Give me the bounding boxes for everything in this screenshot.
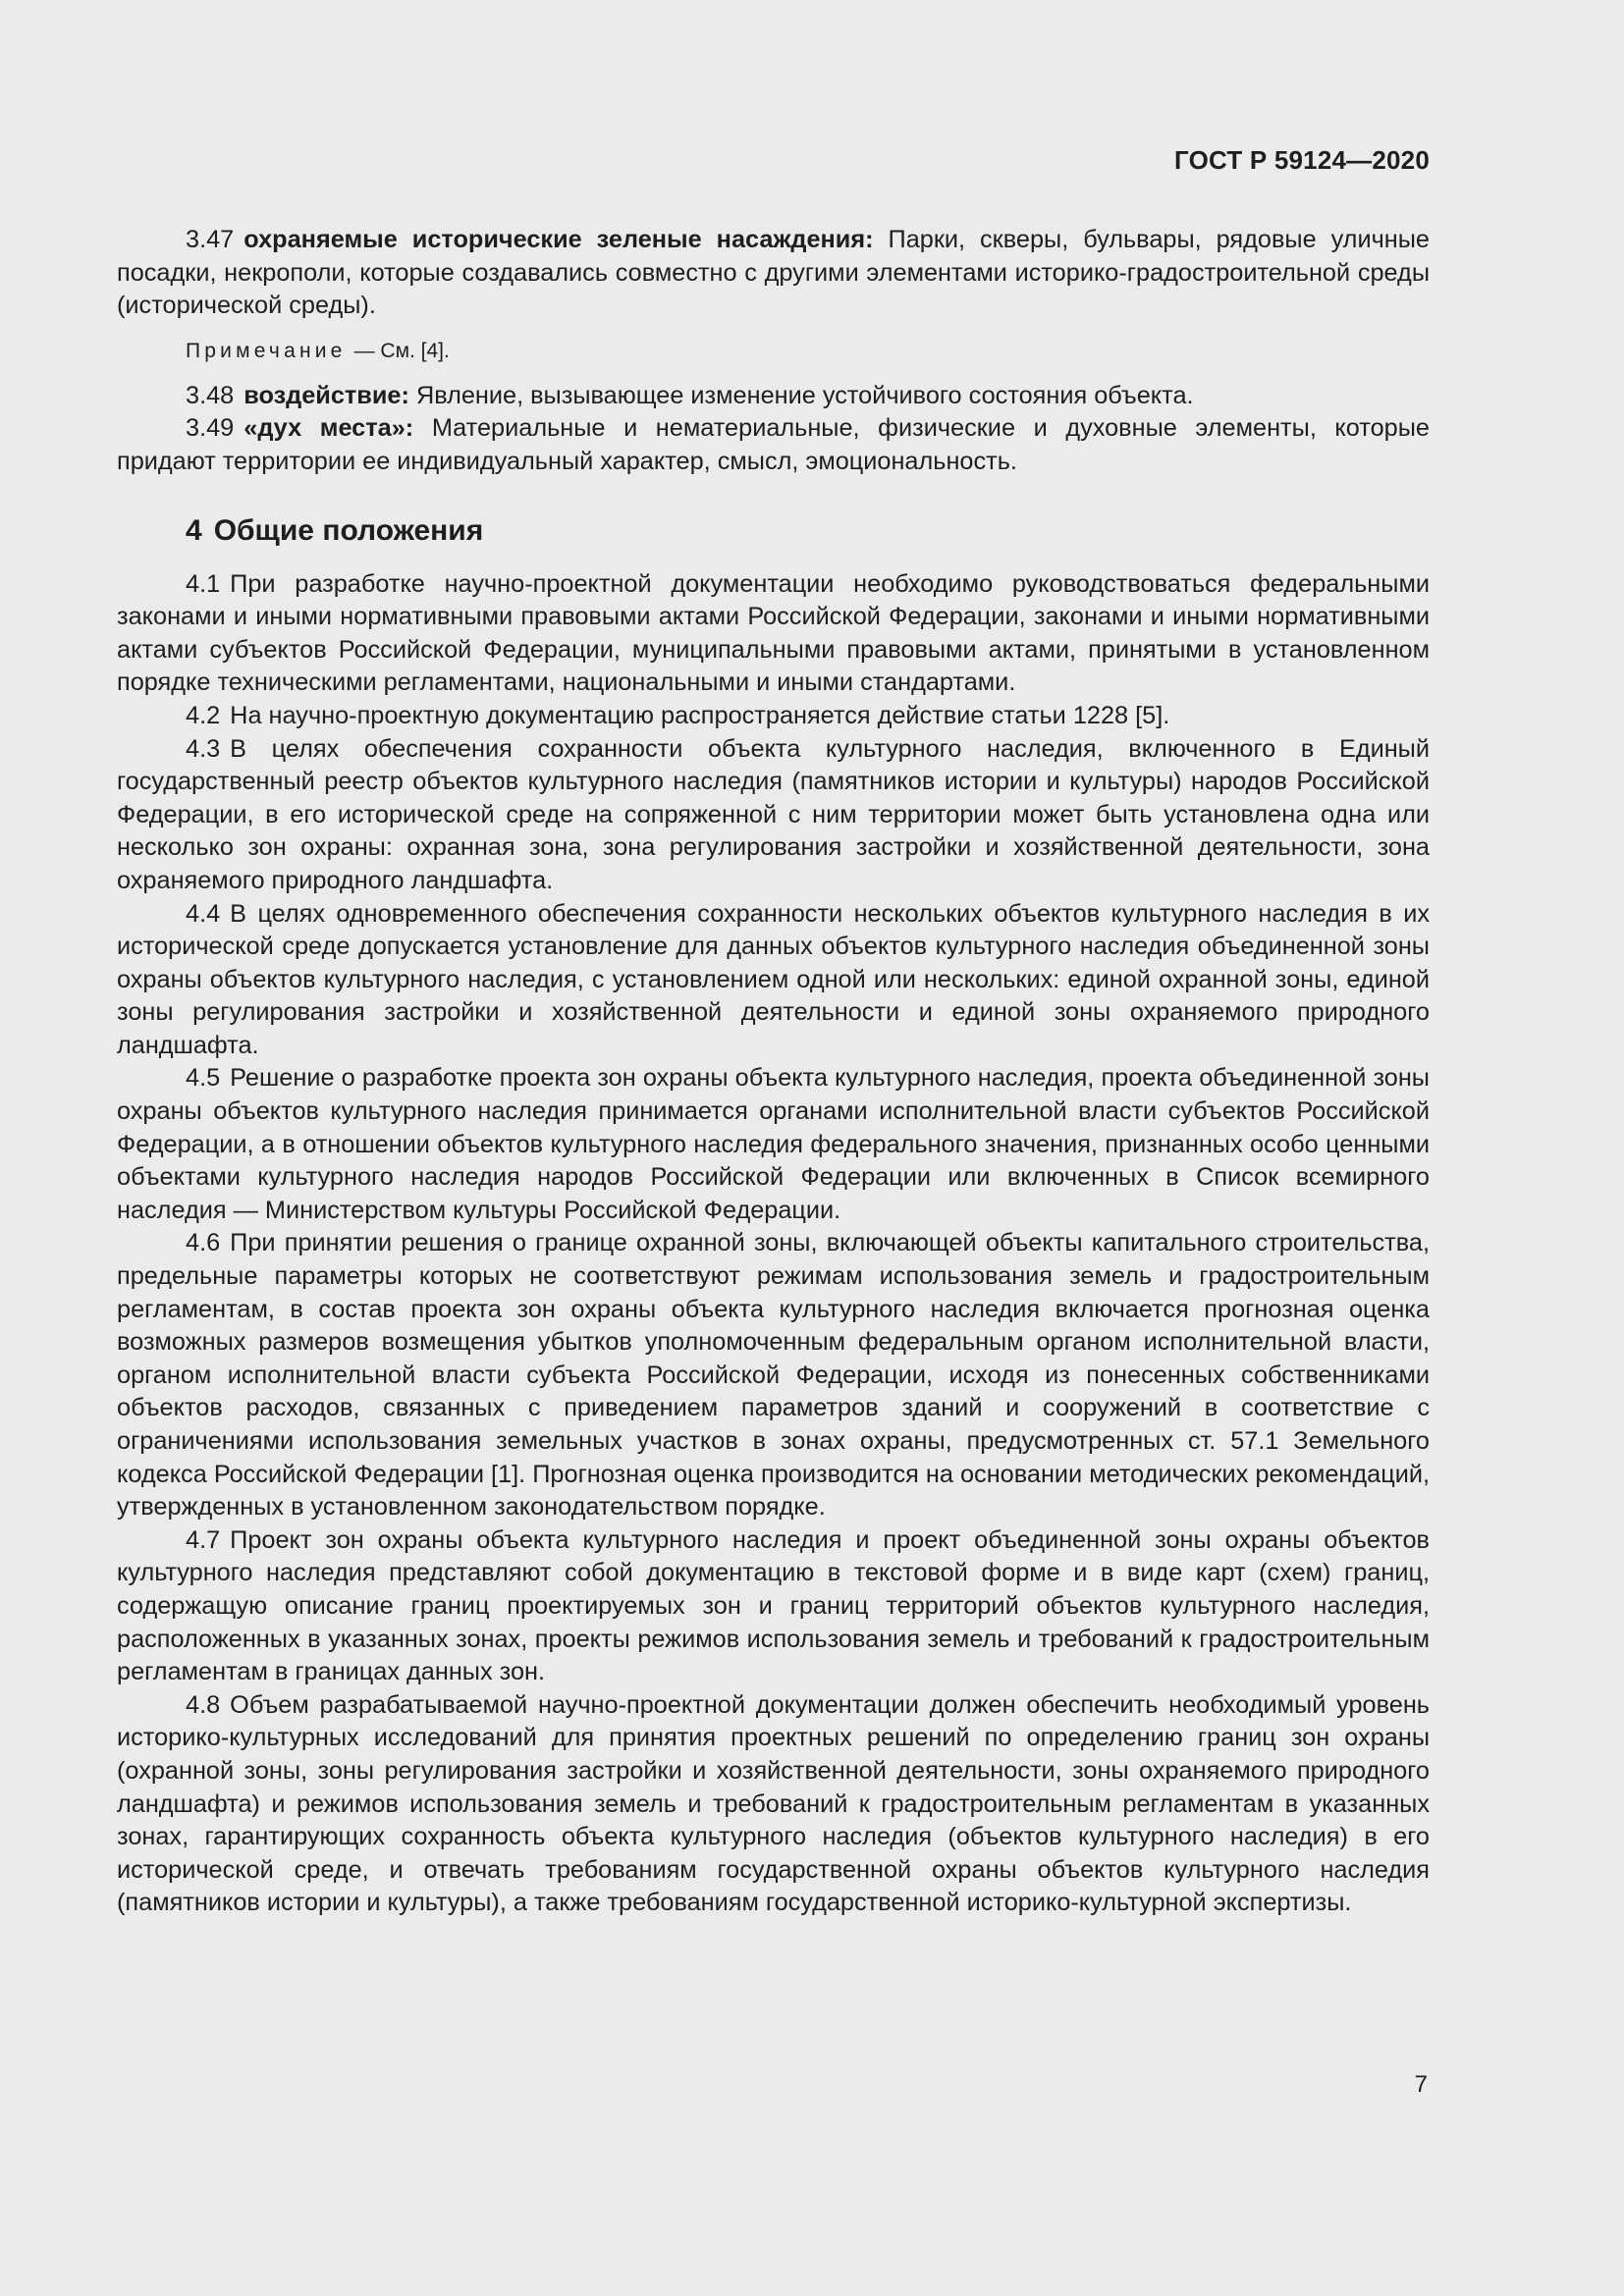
paragraph-number: 4.5	[186, 1064, 221, 1093]
paragraph-text: При принятии решения о границе охранной зоны, включающей объекты капитального строительства, предельные параметры которых не соответствуют режимам использования земель и градостроительным регламентам, в состав проекта зон охраны объекта культурного наследия включается прогнозная оценка возможных размеров возмещения убытков уполномоченным федеральным органом исполнительной власти, органом исполнительной власти субъекта Российской Федерации, исходя из понесенных собственниками объектов расходов, связанных с приведением параметров зданий и сооружений в соответствие с ограничениями использования земельных участков в зонах охраны, предусмотренных ст. 57.1 Земельного кодекса Российской Федерации [1]. Прогнозная оценка производится на основании методических рекомендаций, утвержденных в установленном законодательством порядке.	[117, 1229, 1430, 1522]
note-text: — См. [4].	[353, 339, 450, 362]
paragraph-number: 4.8	[186, 1690, 221, 1719]
paragraph-number: 4.6	[186, 1229, 221, 1257]
paragraph-text: Проект зон охраны объекта культурного наследия и проект объединенной зоны охраны объектов культурного наследия представляют собой документацию в текстовой форме и в виде карт (схем) границ, содержащую описание границ проектируемых зон и границ территорий объектов культурного наследия, расположенных в указанных зонах, проекты режимов использования земель и требований к градостроительным регламентам в границах данных зон.	[117, 1525, 1430, 1686]
term-entry-3-47	[117, 224, 1430, 323]
term-definition: Явление, вызывающее изменение устойчивого состояния объекта.	[415, 381, 1194, 409]
paragraph-4-2	[117, 700, 1430, 733]
page-content	[117, 224, 1430, 1920]
paragraph-number: 4.4	[186, 899, 221, 928]
paragraph-4-4	[117, 898, 1430, 1063]
term-name: воздействие:	[244, 381, 409, 409]
paragraph-number: 4.7	[186, 1525, 221, 1554]
term-number: 3.49	[186, 414, 235, 443]
paragraph-text: На научно-проектную документацию распространяется действие статьи 1228 [5].	[230, 701, 1170, 729]
paragraph-text: В целях одновременного обеспечения сохранности нескольких объектов культурного наследия в их исторической среде допускается установление для данных объектов культурного наследия объединенной зоны охраны объектов культурного наследия, с установлением одной или нескольких: единой охранной зоны, единой зоны регулирования застройки и хозяйственной деятельности и единой зоны охраняемого природного ландшафта.	[117, 899, 1430, 1059]
paragraph-4-3	[117, 733, 1430, 898]
paragraph-number: 4.2	[186, 701, 221, 729]
term-entry-3-49	[117, 412, 1430, 478]
paragraph-4-6	[117, 1227, 1430, 1523]
paragraph-text: При разработке научно-проектной документации необходимо руководствоваться федеральными законами и иными нормативными правовыми актами Российской Федерации, законами и иными нормативными актами субъектов Российской Федерации, муниципальными правовыми актами, принятыми в установленном порядке техническими регламентами, национальными и иными стандартами.	[117, 569, 1430, 697]
note-label: Примечание	[186, 339, 347, 362]
page-number: 7	[1414, 2071, 1428, 2098]
paragraph-text: В целях обеспечения сохранности объекта культурного наследия, включенного в Единый государственный реестр объектов культурного наследия (памятников истории и культуры) народов Российской Федерации, в его исторической среде на сопряженной с ним территории может быть установлена одна или несколько зон охраны: охранная зона, зона регулирования застройки и хозяйственной деятельности, зона охраняемого природного ландшафта.	[117, 734, 1430, 894]
term-name: охраняемые исторические зеленые насаждения:	[244, 226, 874, 253]
term-definition: Материальные и нематериальные, физические и духовные элементы, которые придают территории ее индивидуальный характер, смысл, эмоциональность.	[117, 414, 1430, 475]
document-code: ГОСТ Р 59124—2020	[1174, 145, 1430, 175]
paragraph-text: Решение о разработке проекта зон охраны объекта культурного наследия, проекта объединенной зоны охраны объектов культурного наследия принимается органами исполнительной власти субъектов Российской Федерации, а в отношении объектов культурного наследия федерального значения, признанных особо ценными объектами культурного наследия народов Российской Федерации или включенных в Список всемирного наследия — Министерством культуры Российской Федерации.	[117, 1064, 1430, 1224]
note	[117, 336, 1430, 367]
paragraph-4-1	[117, 568, 1430, 700]
paragraph-text: Объем разрабатываемой научно-проектной документации должен обеспечить необходимый уровень историко-культурных исследований для принятия проектных решений по определению границ зон охраны (охранной зоны, зоны регулирования застройки и хозяйственной деятельности, зоны охраняемого природного ландшафта) и режимов использования земель и требований к градостроительным регламентам в указанных зонах, гарантирующих сохранность объекта культурного наследия (объектов культурного наследия) в его исторической среде, и отвечать требованиям государственной охраны объектов культурного наследия (памятников истории и культуры), а также требованиям государственной историко-культурной экспертизы.	[117, 1690, 1430, 1917]
paragraph-4-7	[117, 1524, 1430, 1689]
paragraph-4-8	[117, 1689, 1430, 1920]
section-number: 4	[186, 513, 202, 547]
term-definition: Парки, скверы, бульвары, рядовые уличные посадки, некрополи, которые создавались совместно с другими элементами историко-градостроительной среды (исторической среды).	[117, 226, 1430, 320]
term-entry-3-48	[117, 380, 1430, 413]
term-number: 3.47	[186, 226, 235, 253]
paragraph-number: 4.3	[186, 734, 221, 763]
term-name: «дух места»:	[244, 414, 414, 443]
paragraph-number: 4.1	[186, 569, 221, 598]
section-heading	[117, 511, 1430, 551]
section-title: Общие положения	[213, 513, 484, 547]
term-number: 3.48	[186, 381, 235, 409]
paragraph-4-5	[117, 1062, 1430, 1227]
